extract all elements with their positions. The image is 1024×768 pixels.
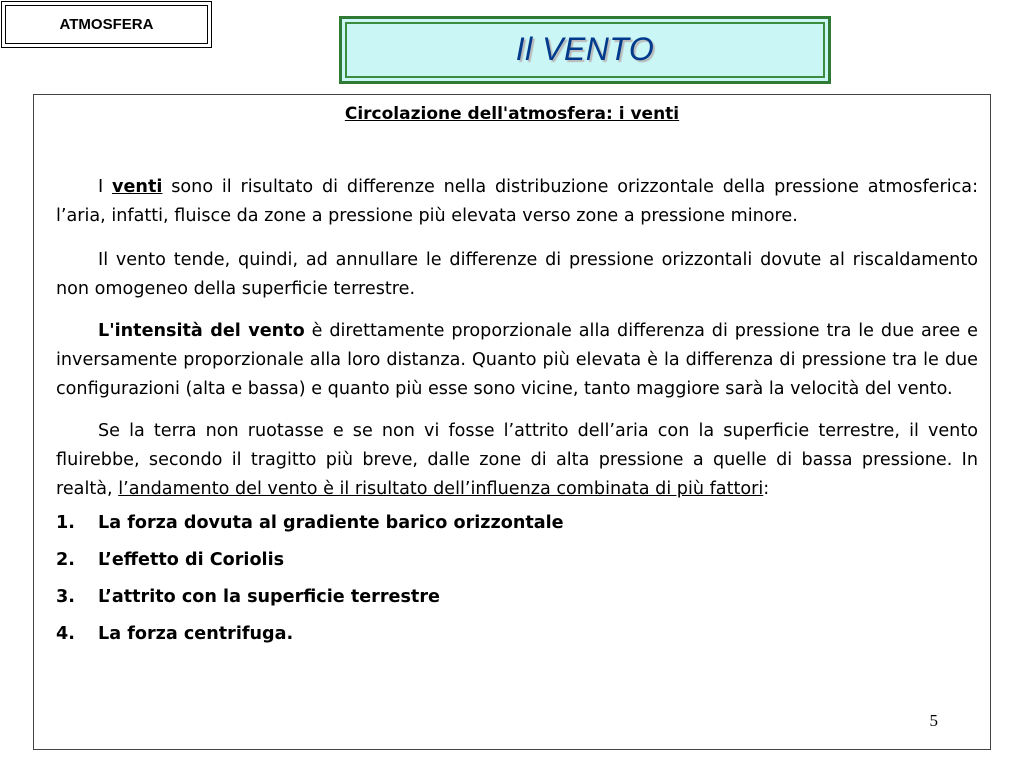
- list-item: [56, 622, 978, 646]
- page-number: 5: [929, 711, 938, 730]
- paragraph-4: [56, 417, 978, 504]
- list-item: [56, 548, 978, 572]
- content-subtitle: Circolazione dell'atmosfera: i venti: [344, 104, 680, 124]
- factor-list: [56, 511, 978, 646]
- paragraph-1-rest: sono il risultato di differenze nella distribuzione orizzontale della pressione atmosferica: l’aria, infatti, fluisce da zone a pressione più elevata verso zone a pressione minore.: [56, 177, 978, 226]
- term-venti: venti: [112, 177, 163, 197]
- paragraph-4-underlined: l’andamento del vento è il risultato dell’influenza combinata di più fattori: [118, 479, 764, 499]
- term-intensita: L'intensità del vento: [98, 321, 305, 341]
- paragraph-1-lead: I: [98, 177, 113, 197]
- paragraph-4-lead: Se la terra non ruotasse e se non vi fosse l’attrito dell’aria con la superficie terrestre, il vento fluirebbe, secondo il tragitto più breve, dalle zone di alta pressione a quelle di bassa pressione. In realtà,: [56, 421, 978, 499]
- list-number: 1.: [56, 513, 75, 533]
- text-body: [56, 173, 978, 659]
- list-number: 4.: [56, 624, 75, 644]
- paragraph-3: [56, 317, 978, 404]
- page-title: Il VENTO: [515, 31, 655, 67]
- section-label-box: [1, 1, 212, 48]
- list-text: L’effetto di Coriolis: [98, 550, 285, 570]
- list-text: La forza centrifuga.: [98, 624, 294, 644]
- paragraph-1: [56, 173, 978, 231]
- list-number: 3.: [56, 587, 75, 607]
- paragraph-2: Il vento tende, quindi, ad annullare le differenze di pressione orizzontali dovute al riscaldamento non omogeneo della superficie terrestre.: [56, 250, 978, 299]
- paragraph-4-end: :: [763, 479, 770, 499]
- title-box: [339, 16, 831, 84]
- list-text: L’attrito con la superficie terrestre: [98, 587, 440, 607]
- section-label: ATMOSFERA: [59, 16, 154, 33]
- list-item: [56, 511, 978, 535]
- list-text: La forza dovuta al gradiente barico orizzontale: [98, 513, 564, 533]
- list-number: 2.: [56, 550, 75, 570]
- content-frame: [33, 94, 991, 750]
- paragraph-3-rest: è direttamente proporzionale alla differenza di pressione tra le due aree e inversamente proporzionale alla loro distanza. Quanto più elevata è la differenza di pressione tra le due configurazioni (alta e bassa) e quanto più esse sono vicine, tanto maggiore sarà la velocità del vento.: [56, 321, 978, 399]
- list-item: [56, 585, 978, 609]
